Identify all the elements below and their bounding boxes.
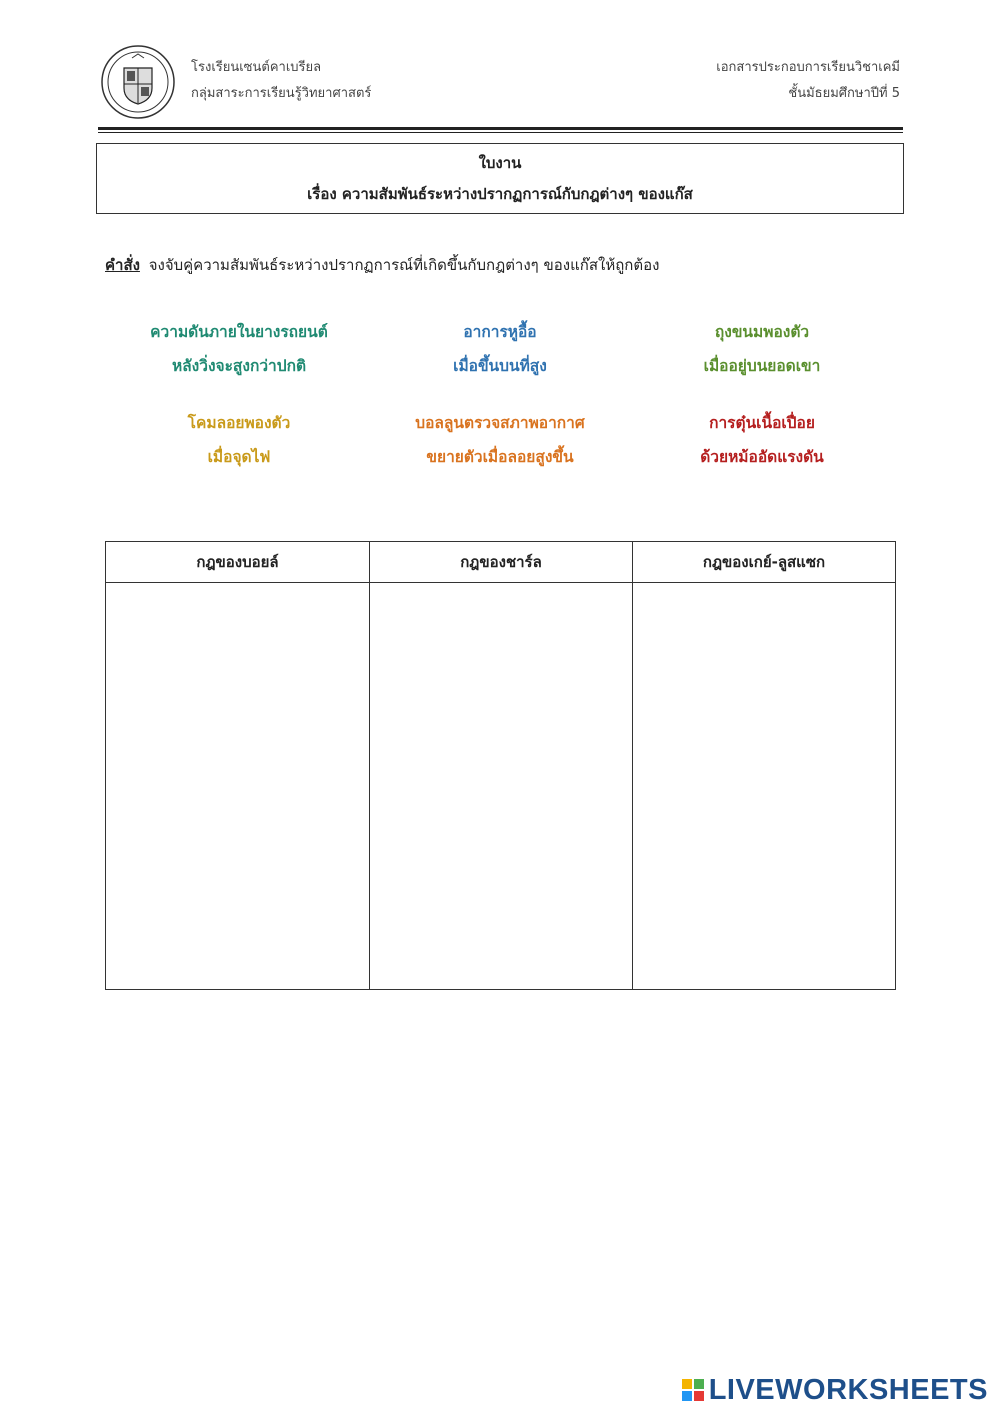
school-seal-logo: [100, 44, 176, 120]
phenomenon-line2: ขยายตัวเมื่อลอยสูงขึ้น: [426, 448, 574, 466]
charles-drop-zone[interactable]: [370, 583, 632, 989]
column-header: กฎของชาร์ล: [370, 542, 632, 583]
phenomenon-line2: เมื่อขึ้นบนที่สูง: [453, 357, 547, 375]
phenomenon-line2: เมื่อจุดไฟ: [207, 448, 271, 466]
worksheet-title-box: [96, 143, 904, 214]
header-left: [191, 55, 371, 107]
phenomenon-line1: อาการหูอื้อ: [463, 323, 537, 341]
charles-column: [370, 542, 633, 989]
instruction: [105, 253, 659, 277]
phenomenon-line1: ความดันภายในยางรถยนต์: [150, 323, 328, 341]
boyle-drop-zone[interactable]: [106, 583, 369, 989]
phenomenon-item[interactable]: [99, 406, 379, 474]
phenomenon-item[interactable]: [360, 315, 640, 383]
liveworksheets-brand: [681, 1372, 988, 1408]
liveworksheets-icon: [681, 1378, 705, 1402]
phenomenon-line1: ถุงขนมพองตัว: [714, 323, 810, 341]
grade-level: ชั้นมัธยมศึกษาปีที่ 5: [788, 86, 900, 101]
phenomenon-line1: โคมลอยพองตัว: [187, 414, 291, 432]
header-right: [716, 55, 900, 107]
phenomenon-line1: การตุ๋นเนื้อเปื่อย: [709, 414, 815, 432]
phenomenon-item[interactable]: [99, 315, 379, 383]
phenomenon-item[interactable]: [622, 315, 902, 383]
phenomenon-line2: เมื่ออยู่บนยอดเขา: [703, 357, 821, 375]
worksheet-subject: เรื่อง ความสัมพันธ์ระหว่างปรากฏการณ์กับกฎต่างๆ ของแก๊ส: [307, 185, 693, 203]
brand-name: LIVEWORKSHEETS: [708, 1373, 988, 1406]
header-divider-thick: [98, 127, 903, 130]
column-header: กฎของบอยล์: [106, 542, 369, 583]
instruction-text: จงจับคู่ความสัมพันธ์ระหว่างปรากฏการณ์ที่เกิดขึ้นกับกฎต่างๆ ของแก๊สให้ถูกต้อง: [148, 256, 660, 274]
phenomenon-line1: บอลลูนตรวจสภาพอากาศ: [415, 414, 585, 432]
column-header: กฎของเกย์-ลูสแซก: [633, 542, 895, 583]
phenomenon-line2: ด้วยหม้ออัดแรงดัน: [700, 448, 824, 466]
phenomenon-line2: หลังวิ่งจะสูงกว่าปกติ: [171, 357, 307, 375]
gay-lussac-column: [633, 542, 895, 989]
instruction-label: คำสั่ง: [105, 256, 140, 274]
gas-laws-table: [105, 541, 896, 990]
phenomenon-item[interactable]: [622, 406, 902, 474]
school-name: โรงเรียนเซนต์คาเบรียล: [191, 60, 322, 75]
phenomenon-item[interactable]: [360, 406, 640, 474]
header-divider-thin: [98, 132, 903, 133]
worksheet-title: ใบงาน: [478, 154, 522, 172]
gay-lussac-drop-zone[interactable]: [633, 583, 895, 989]
document-type: เอกสารประกอบการเรียนวิชาเคมี: [716, 60, 900, 75]
boyle-column: [106, 542, 370, 989]
department-name: กลุ่มสาระการเรียนรู้วิทยาศาสตร์: [191, 86, 372, 101]
